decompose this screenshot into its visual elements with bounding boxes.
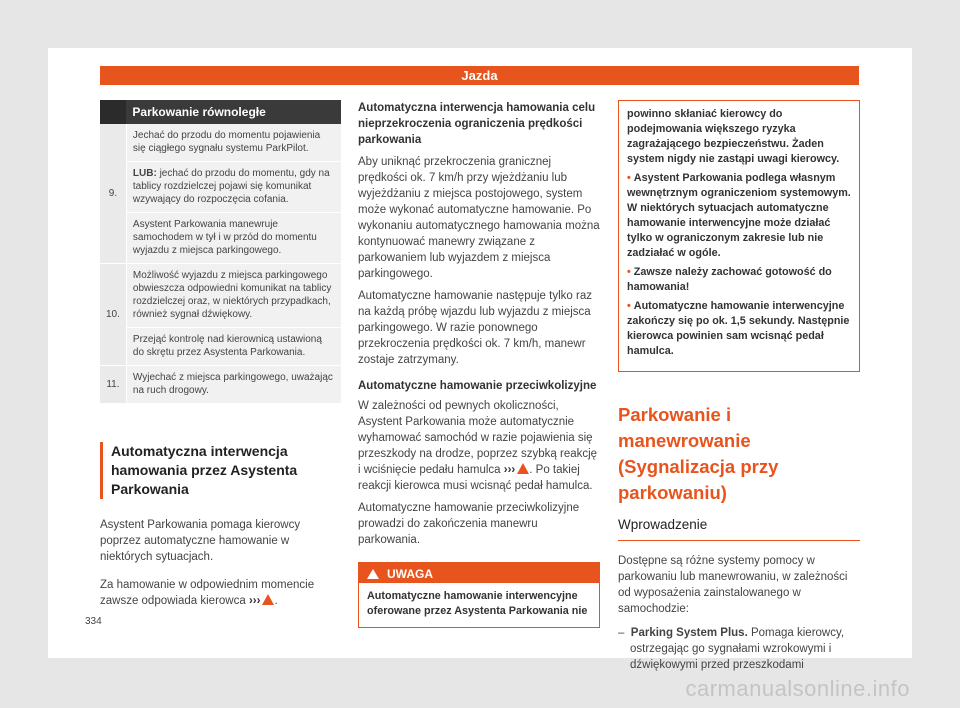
step-text: Wyjechać z miejsca parkingowego, uważając na ruch drogowy.	[126, 366, 341, 404]
subheading: Automatyczne hamowanie przeciwkolizyjne	[358, 380, 597, 392]
step-number: 10.	[100, 264, 126, 366]
step-text: Przejąć kontrolę nad kierownicą ustawioną do skrętu przez Asystenta Parkowania.	[126, 328, 341, 366]
warning-header: UWAGA	[359, 563, 599, 583]
column-1	[100, 100, 341, 609]
warning-box	[358, 562, 600, 628]
paragraph: Asystent Parkowania pomaga kierowcy poprzez automatyczne hamowanie w niektórych sytuacjach.	[100, 519, 301, 563]
table-row	[100, 328, 341, 366]
table-row	[100, 162, 341, 213]
paragraph: Automatyczne hamowanie następuje tylko raz na każdą próbę wjazdu lub wyjazdu z miejsca parkingowego. W razie ponownego przekroczenia prędkości ok. 7 km/h, manewr zostaje zatrzymany.	[358, 290, 592, 366]
warning-box-continued	[618, 100, 860, 372]
warning-bullet: • Automatyczne hamowanie interwencyjne zakończy się po ok. 1,5 sekundy. Następnie kierowca powinien sam wcisnąć pedał hamulca.	[627, 300, 850, 357]
paragraph: W zależności od pewnych okoliczności, Asystent Parkowania może automatycznie wyhamować samochód w razie pojawienia się przeszkody na drodze, poprzez szybką reakcję i wciśnięcie pedału hamulca ››› . Po takiej reakcji kierowca musi wcisnąć pedał hamulca.	[358, 400, 598, 492]
warning-triangle-icon	[517, 463, 529, 474]
section-subtitle: Wprowadzenie	[618, 516, 860, 541]
warning-bullet: • Asystent Parkowania podlega własnym wewnętrznym ograniczeniom systemowym. W niektórych sytuacjach automatyczne hamowanie interwencyjne może działać tylko w ograniczonym zakresie lub nie zadziałać w ogóle.	[627, 172, 851, 259]
step-text: LUB: jechać do przodu do momentu, gdy na tablicy rozdzielczej pojawi się komunikat wzywający do rozpoczęcia cofania.	[126, 162, 341, 213]
paragraph: Automatyczne hamowanie przeciwkolizyjne prowadzi do zakończenia manewru parkowania.	[358, 502, 580, 546]
step-number: 9.	[100, 124, 126, 264]
lub-label: LUB:	[132, 168, 157, 179]
table-row	[100, 264, 341, 328]
chapter-title: Parkowanie i manewrowanie (Sygnalizacja przy parkowaniu)	[618, 404, 779, 503]
warning-bullet: • Zawsze należy zachować gotowość do hamowania!	[627, 266, 832, 293]
page-number: 334	[85, 616, 102, 627]
steps-table	[100, 100, 341, 404]
paragraph: Aby uniknąć przekroczenia granicznej prędkości ok. 7 km/h przy wjeżdżaniu lub wyjeżdżaniu z miejsca postojowego, system może wykonać automatyczne hamowanie. Po wykonaniu automatycznego hamowania można kontynuować manewry związane z parkowaniem lub wyjazdem z miejsca parkingowego.	[358, 156, 600, 280]
paragraph: Dostępne są różne systemy pomocy w parkowaniu lub manewrowaniu, w zależności od wyposażenia zainstalowanego w samochodzie:	[618, 555, 848, 615]
bullet-icon: •	[627, 266, 631, 278]
bullet-icon: •	[627, 300, 631, 312]
cross-reference-arrows[interactable]: ›››	[503, 464, 516, 476]
step-text: Jechać do przodu do momentu pojawienia się ciągłego sygnału systemu ParkPilot.	[126, 124, 341, 162]
list-item: – Parking System Plus. Pomaga kierowcy, ostrzegając go sygnałami wzrokowymi i dźwiękowymi przed przeszkodami	[618, 627, 845, 671]
warning-text: Automatyczne hamowanie interwencyjne oferowane przez Asystenta Parkowania nie	[367, 590, 588, 617]
warning-triangle-icon	[262, 594, 274, 605]
bullet-icon: •	[627, 172, 631, 184]
step-text: Asystent Parkowania manewruje samochodem w tył i w przód do momentu wyjazdu z miejsca parkingowego.	[126, 213, 341, 264]
column-2	[358, 100, 600, 628]
warning-continued-text: powinno skłaniać kierowcy do podejmowania większego ryzyka zagrażającego bezpieczeństwu. Żaden system nigdy nie zastąpi uwagi kierowcy.	[627, 108, 840, 165]
table-num-header	[100, 100, 126, 124]
warning-icon	[367, 569, 379, 579]
step-text: Możliwość wyjazdu z miejsca parkingowego obwieszcza odpowiedni komunikat na tablicy rozdzielczej oraz, w niektórych przypadkach, również sygnał dźwiękowy.	[126, 264, 341, 328]
subheading: Automatyczna interwencja hamowania celu nieprzekroczenia ograniczenia prędkości parkowania	[358, 102, 596, 146]
warning-continued	[619, 101, 859, 371]
table-row	[100, 124, 341, 162]
table-row	[100, 366, 341, 404]
watermark: carmanualsonline.info	[685, 676, 910, 701]
chapter-header: Jazda	[100, 66, 859, 85]
column-3	[618, 100, 860, 673]
paragraph: Za hamowanie w odpowiednim momencie zawsze odpowiada kierowca ››› .	[100, 579, 315, 607]
table-heading: Parkowanie równoległe	[126, 100, 341, 124]
cross-reference-arrows[interactable]: ›››	[248, 595, 261, 607]
step-number: 11.	[100, 366, 126, 404]
table-row	[100, 213, 341, 264]
section-title-braking: Automatyczna interwencja hamowania przez Asystenta Parkowania	[100, 442, 341, 499]
